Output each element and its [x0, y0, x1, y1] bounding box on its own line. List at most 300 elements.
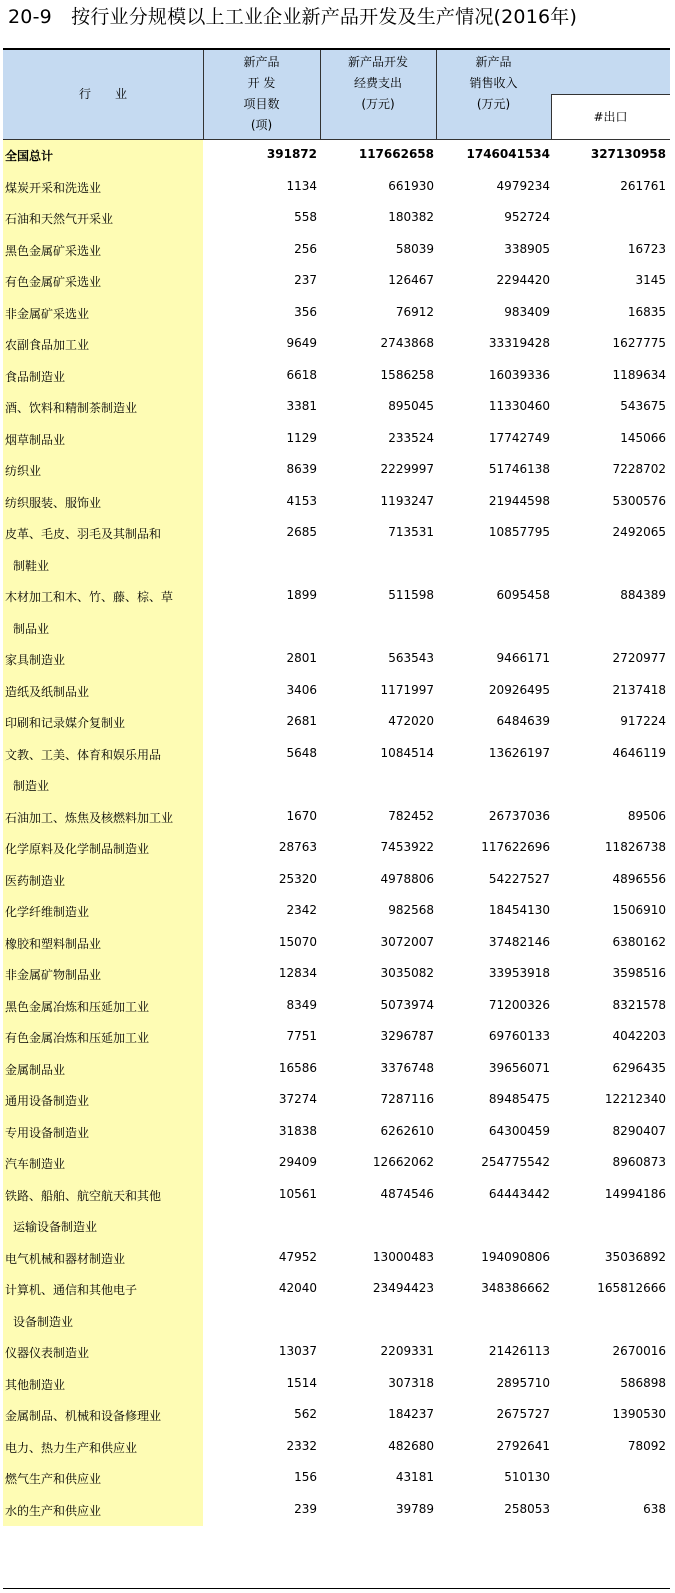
cell-sales: 33319428	[488, 336, 550, 350]
cell-projects: 9649	[286, 336, 317, 350]
cell-expense: 1193247	[380, 493, 434, 508]
header-col-projects-line: 项目数	[243, 97, 280, 111]
header-col-projects	[203, 52, 320, 136]
cell-sales: 117622696	[481, 840, 550, 854]
table-row	[3, 235, 670, 267]
cell-sales: 17742749	[488, 430, 550, 445]
industry-cell	[3, 581, 203, 613]
cell-expense: 233524	[388, 430, 434, 445]
cell-projects: 2681	[286, 714, 317, 728]
cell-export: 638	[643, 1501, 666, 1516]
cell-expense: 7453922	[380, 840, 434, 854]
industry-name: 计算机、通信和其他电子	[5, 1283, 138, 1297]
cell-expense: 3035082	[380, 966, 434, 980]
industry-name: 专用设备制造业	[5, 1125, 90, 1140]
cell-sales: 2792641	[496, 1438, 550, 1453]
table-row	[3, 1022, 670, 1054]
cell-export: 2720977	[612, 651, 666, 665]
cell-export: 1627775	[612, 336, 666, 350]
industry-cell	[3, 392, 203, 424]
cell-sales: 21426113	[488, 1344, 550, 1358]
cell-expense: 661930	[388, 178, 434, 193]
industry-name: 文教、工美、体育和娱乐用品	[5, 747, 162, 762]
table-row	[3, 518, 670, 550]
table-row	[3, 1432, 670, 1464]
table-row	[3, 676, 670, 708]
cell-export: 8960873	[612, 1155, 666, 1169]
cell-projects: 4153	[286, 493, 317, 508]
cell-sales: 69760133	[488, 1029, 550, 1043]
header-col-projects-line: 新产品	[243, 55, 280, 69]
cell-export: 4042203	[612, 1029, 666, 1043]
industry-cell	[3, 1432, 203, 1464]
cell-projects: 12834	[278, 966, 317, 980]
cell-sales: 983409	[504, 304, 550, 319]
industry-name: 金属制品、机械和设备修理业	[5, 1409, 162, 1423]
table-row	[3, 203, 670, 235]
table-row	[3, 707, 670, 739]
industry-cell	[3, 329, 203, 361]
cell-expense: 58039	[395, 241, 434, 256]
cell-expense: 76912	[395, 304, 434, 319]
table-row	[3, 1337, 670, 1369]
industry-cell	[3, 455, 203, 487]
cell-expense: 3296787	[380, 1029, 434, 1043]
industry-cell	[3, 172, 203, 204]
table-row	[3, 1085, 670, 1117]
industry-cell	[3, 1306, 203, 1338]
table-row-total	[3, 140, 670, 172]
cell-sales: 11330460	[488, 399, 550, 413]
industry-name: 非金属矿物制品业	[5, 968, 102, 982]
industry-name: 非金属矿采选业	[5, 306, 90, 321]
cell-expense: 23494423	[372, 1281, 434, 1295]
table-row-continuation	[3, 550, 670, 582]
cell-projects: 16586	[278, 1060, 317, 1075]
cell-expense: 12662062	[372, 1155, 434, 1169]
cell-projects: 8349	[286, 997, 317, 1012]
industry-cell	[3, 1085, 203, 1117]
cell-export: 586898	[620, 1375, 666, 1390]
industry-name: 造纸及纸制品业	[5, 684, 90, 699]
cell-sales: 254775542	[481, 1155, 550, 1169]
cell-export: 14994186	[604, 1186, 666, 1201]
industry-cell	[3, 739, 203, 771]
cell-export: 327130958	[590, 147, 666, 161]
cell-sales: 21944598	[488, 493, 550, 508]
cell-expense: 563543	[388, 651, 434, 665]
industry-name: 全国总计	[5, 149, 54, 163]
cell-sales: 89485475	[488, 1092, 550, 1106]
table-row	[3, 392, 670, 424]
cell-export: 884389	[620, 588, 666, 602]
table-row	[3, 896, 670, 928]
cell-projects: 15070	[278, 934, 317, 949]
header-col-sales-line: 销售收入	[469, 76, 518, 90]
cell-sales: 26737036	[488, 808, 550, 823]
table-row	[3, 1054, 670, 1086]
cell-projects: 156	[294, 1470, 317, 1484]
industry-name: 仪器仪表制造业	[5, 1346, 90, 1360]
industry-name: 农副食品加工业	[5, 338, 90, 352]
industry-cell	[3, 1117, 203, 1149]
cell-projects: 25320	[278, 871, 317, 886]
industry-cell	[3, 1243, 203, 1275]
cell-export: 543675	[620, 399, 666, 413]
cell-export: 917224	[620, 714, 666, 728]
cell-sales: 64443442	[488, 1186, 550, 1201]
cell-export: 2670016	[612, 1344, 666, 1358]
bottom-rule	[3, 1588, 670, 1589]
cell-expense: 126467	[388, 273, 434, 287]
cell-sales: 18454130	[488, 903, 550, 917]
industry-name: 其他制造业	[5, 1377, 66, 1392]
cell-projects: 2342	[286, 903, 317, 917]
cell-export: 261761	[620, 178, 666, 193]
cell-expense: 180382	[388, 210, 434, 224]
cell-sales: 4979234	[496, 178, 550, 193]
cell-sales: 37482146	[488, 934, 550, 949]
cell-expense: 2209331	[380, 1344, 434, 1358]
table-row	[3, 1463, 670, 1495]
cell-expense: 895045	[388, 399, 434, 413]
cell-export: 7228702	[612, 462, 666, 476]
table-row	[3, 487, 670, 519]
cell-expense: 39789	[395, 1501, 434, 1516]
cell-expense: 117662658	[358, 147, 434, 161]
cell-export: 2137418	[612, 682, 666, 697]
cell-sales: 2675727	[496, 1407, 550, 1421]
industry-cell	[3, 676, 203, 708]
cell-sales: 6484639	[496, 714, 550, 728]
industry-cell	[3, 928, 203, 960]
header-industry: 行 业	[78, 87, 127, 101]
cell-expense: 472020	[388, 714, 434, 728]
industry-name: 制造业	[13, 779, 50, 793]
cell-export: 4896556	[612, 871, 666, 886]
table-row	[3, 1180, 670, 1212]
industry-name: 电气机械和器材制造业	[5, 1251, 126, 1266]
header-col-expense-line: 经费支出	[353, 76, 402, 90]
industry-cell	[3, 1022, 203, 1054]
cell-expense: 3072007	[380, 934, 434, 949]
cell-projects: 256	[294, 241, 317, 256]
industry-name: 煤炭开采和洗选业	[5, 180, 102, 195]
industry-name: 制品业	[13, 621, 50, 636]
table-row	[3, 1117, 670, 1149]
industry-cell	[3, 1337, 203, 1369]
cell-sales: 194090806	[481, 1249, 550, 1264]
cell-sales: 13626197	[488, 745, 550, 760]
cell-export: 8290407	[612, 1123, 666, 1138]
cell-projects: 37274	[278, 1092, 317, 1106]
industry-name: 医药制造业	[5, 873, 66, 888]
cell-expense: 1586258	[380, 367, 434, 382]
table-row-continuation	[3, 613, 670, 645]
cell-export: 4646119	[612, 745, 666, 760]
table-row	[3, 1274, 670, 1306]
industry-cell	[3, 1180, 203, 1212]
table-row	[3, 991, 670, 1023]
industry-cell	[3, 896, 203, 928]
industry-cell	[3, 959, 203, 991]
cell-export: 16835	[627, 304, 666, 319]
cell-export: 6296435	[612, 1060, 666, 1075]
industry-name: 有色金属冶炼和压延加工业	[5, 1031, 150, 1045]
industry-cell	[3, 1054, 203, 1086]
cell-projects: 42040	[278, 1281, 317, 1295]
header-col-projects-line: (项)	[250, 118, 273, 132]
table-row	[3, 1400, 670, 1432]
industry-name: 印刷和记录媒介复制业	[5, 716, 126, 730]
industry-cell	[3, 361, 203, 393]
industry-name: 水的生产和供应业	[5, 1503, 102, 1518]
cell-sales: 16039336	[488, 367, 550, 382]
cell-export: 89506	[627, 808, 666, 823]
industry-cell	[3, 487, 203, 519]
industry-name: 汽车制造业	[5, 1157, 66, 1171]
cell-sales: 33953918	[488, 966, 550, 980]
cell-sales: 6095458	[496, 588, 550, 602]
industry-name: 制鞋业	[13, 558, 50, 573]
cell-expense: 1084514	[380, 745, 434, 760]
table-row	[3, 266, 670, 298]
table-row	[3, 928, 670, 960]
table-row	[3, 739, 670, 771]
industry-name: 纺织业	[5, 464, 42, 478]
industry-cell	[3, 140, 203, 172]
cell-expense: 4978806	[380, 871, 434, 886]
cell-expense: 511598	[388, 588, 434, 602]
cell-projects: 29409	[278, 1155, 317, 1169]
industry-name: 运输设备制造业	[13, 1220, 98, 1234]
cell-projects: 558	[294, 210, 317, 224]
table-row	[3, 172, 670, 204]
industry-cell	[3, 770, 203, 802]
cell-projects: 356	[294, 304, 317, 319]
cell-expense: 6262610	[380, 1123, 434, 1138]
cell-sales: 510130	[504, 1470, 550, 1484]
cell-export: 3598516	[612, 966, 666, 980]
industry-cell	[3, 550, 203, 582]
cell-expense: 184237	[388, 1407, 434, 1421]
cell-sales: 54227527	[488, 871, 550, 886]
cell-expense: 5073974	[380, 997, 434, 1012]
cell-sales: 51746138	[488, 462, 550, 476]
industry-name: 橡胶和塑料制品业	[5, 936, 102, 951]
cell-projects: 8639	[286, 462, 317, 476]
cell-export: 78092	[627, 1438, 666, 1453]
cell-expense: 4874546	[380, 1186, 434, 1201]
header-col-export: #出口	[593, 110, 628, 124]
cell-projects: 2801	[286, 651, 317, 665]
header-col-sales-line: (万元)	[476, 97, 511, 111]
cell-expense: 482680	[388, 1438, 434, 1453]
header-col-expense	[320, 52, 436, 115]
industry-name: 石油加工、炼焦及核燃料加工业	[5, 810, 174, 825]
header-col-sales-line: 新产品	[475, 55, 512, 69]
cell-projects: 5648	[286, 745, 317, 760]
industry-name: 金属制品业	[5, 1062, 66, 1077]
cell-export: 145066	[620, 430, 666, 445]
industry-name: 石油和天然气开采业	[5, 212, 114, 226]
cell-export: 165812666	[597, 1281, 666, 1295]
industry-name: 化学原料及化学制品制造业	[5, 842, 150, 856]
industry-name: 黑色金属冶炼和压延加工业	[5, 999, 150, 1014]
industry-cell	[3, 991, 203, 1023]
industry-name: 皮革、毛皮、羽毛及其制品和	[5, 527, 162, 541]
header-col-expense-line: (万元)	[361, 97, 395, 111]
cell-sales: 2294420	[496, 273, 550, 287]
cell-expense: 307318	[388, 1375, 434, 1390]
cell-sales: 10857795	[488, 525, 550, 539]
industry-cell	[3, 266, 203, 298]
header-col-sales	[436, 52, 551, 115]
cell-projects: 2685	[286, 525, 317, 539]
cell-export: 12212340	[604, 1092, 666, 1106]
cell-export: 8321578	[612, 997, 666, 1012]
industry-name: 有色金属矿采选业	[5, 275, 102, 289]
table-row	[3, 833, 670, 865]
industry-name: 纺织服装、服饰业	[5, 495, 102, 510]
table-row	[3, 424, 670, 456]
industry-name: 酒、饮料和精制茶制造业	[5, 401, 138, 415]
table-body	[3, 140, 670, 1526]
cell-export: 3145	[635, 273, 666, 287]
cell-expense: 982568	[388, 903, 434, 917]
industry-cell	[3, 235, 203, 267]
cell-projects: 562	[294, 1407, 317, 1421]
industry-name: 铁路、船舶、航空航天和其他	[5, 1188, 162, 1203]
cell-projects: 391872	[266, 147, 317, 161]
industry-cell	[3, 1400, 203, 1432]
industry-name: 电力、热力生产和供应业	[5, 1440, 138, 1455]
cell-projects: 13037	[278, 1344, 317, 1358]
industry-name: 化学纤维制造业	[5, 905, 90, 919]
cell-expense: 713531	[388, 525, 434, 539]
industry-cell	[3, 518, 203, 550]
industry-name: 家具制造业	[5, 653, 66, 667]
cell-projects: 1129	[286, 430, 317, 445]
cell-sales: 338905	[504, 241, 550, 256]
table-header	[3, 50, 670, 140]
cell-expense: 13000483	[372, 1249, 434, 1264]
cell-expense: 7287116	[380, 1092, 434, 1106]
table-row	[3, 298, 670, 330]
table-row	[3, 581, 670, 613]
cell-expense: 2743868	[380, 336, 434, 350]
cell-sales: 1746041534	[466, 147, 550, 161]
table-row-continuation	[3, 1306, 670, 1338]
industry-cell	[3, 802, 203, 834]
cell-sales: 258053	[504, 1501, 550, 1516]
cell-export: 5300576	[612, 493, 666, 508]
cell-expense: 782452	[388, 808, 434, 823]
cell-export: 1390530	[612, 1407, 666, 1421]
industry-cell	[3, 1148, 203, 1180]
cell-export: 6380162	[612, 934, 666, 949]
industry-cell	[3, 613, 203, 645]
industry-cell	[3, 203, 203, 235]
cell-export: 1506910	[612, 903, 666, 917]
industry-cell	[3, 833, 203, 865]
cell-expense: 2229997	[380, 462, 434, 476]
cell-projects: 1670	[286, 808, 317, 823]
industry-name: 食品制造业	[5, 369, 66, 384]
cell-projects: 47952	[278, 1249, 317, 1264]
table-row	[3, 644, 670, 676]
header-col-projects-line: 开 发	[247, 76, 276, 90]
cell-projects: 1134	[286, 178, 317, 193]
cell-projects: 3381	[286, 399, 317, 413]
cell-projects: 237	[294, 273, 317, 287]
cell-sales: 39656071	[488, 1060, 550, 1075]
industry-cell	[3, 1211, 203, 1243]
cell-projects: 2332	[286, 1438, 317, 1453]
cell-projects: 31838	[278, 1123, 317, 1138]
table-row	[3, 361, 670, 393]
cell-projects: 239	[294, 1501, 317, 1516]
table-row-continuation	[3, 770, 670, 802]
cell-expense: 1171997	[380, 682, 434, 697]
cell-export: 1189634	[612, 367, 666, 382]
industry-name: 燃气生产和供应业	[5, 1472, 102, 1486]
industry-cell	[3, 1369, 203, 1401]
industry-cell	[3, 707, 203, 739]
cell-expense: 3376748	[380, 1060, 434, 1075]
cell-projects: 28763	[278, 840, 317, 854]
table-row	[3, 959, 670, 991]
table-title: 20-9 按行业分规模以上工业企业新产品开发及生产情况(2016年)	[8, 6, 578, 28]
cell-sales: 2895710	[496, 1375, 550, 1390]
cell-sales: 9466171	[496, 651, 550, 665]
cell-sales: 64300459	[488, 1123, 550, 1138]
industry-name: 烟草制品业	[5, 432, 66, 447]
table-row	[3, 329, 670, 361]
cell-projects: 3406	[286, 682, 317, 697]
industry-name: 通用设备制造业	[5, 1094, 90, 1108]
cell-sales: 71200326	[488, 997, 550, 1012]
cell-projects: 6618	[286, 367, 317, 382]
header-col-expense-line: 新产品开发	[347, 55, 408, 69]
industry-cell	[3, 1274, 203, 1306]
industry-name: 黑色金属矿采选业	[5, 243, 102, 258]
industry-cell	[3, 1495, 203, 1527]
cell-export: 35036892	[604, 1249, 666, 1264]
cell-expense: 43181	[395, 1470, 434, 1484]
industry-cell	[3, 1463, 203, 1495]
industry-cell	[3, 424, 203, 456]
cell-sales: 348386662	[481, 1281, 550, 1295]
industry-cell	[3, 298, 203, 330]
industry-name: 设备制造业	[13, 1314, 74, 1329]
cell-projects: 10561	[278, 1186, 317, 1201]
cell-export: 16723	[627, 241, 666, 256]
table-row	[3, 1369, 670, 1401]
cell-export: 2492065	[612, 525, 666, 539]
table-row	[3, 1148, 670, 1180]
table-row	[3, 1495, 670, 1527]
table-row	[3, 1243, 670, 1275]
cell-export: 11826738	[604, 840, 666, 854]
cell-projects: 7751	[286, 1029, 317, 1043]
cell-sales: 952724	[504, 210, 550, 224]
table-row-continuation	[3, 1211, 670, 1243]
cell-projects: 1514	[286, 1375, 317, 1390]
cell-projects: 1899	[286, 588, 317, 602]
table-row	[3, 802, 670, 834]
cell-sales: 20926495	[488, 682, 550, 697]
